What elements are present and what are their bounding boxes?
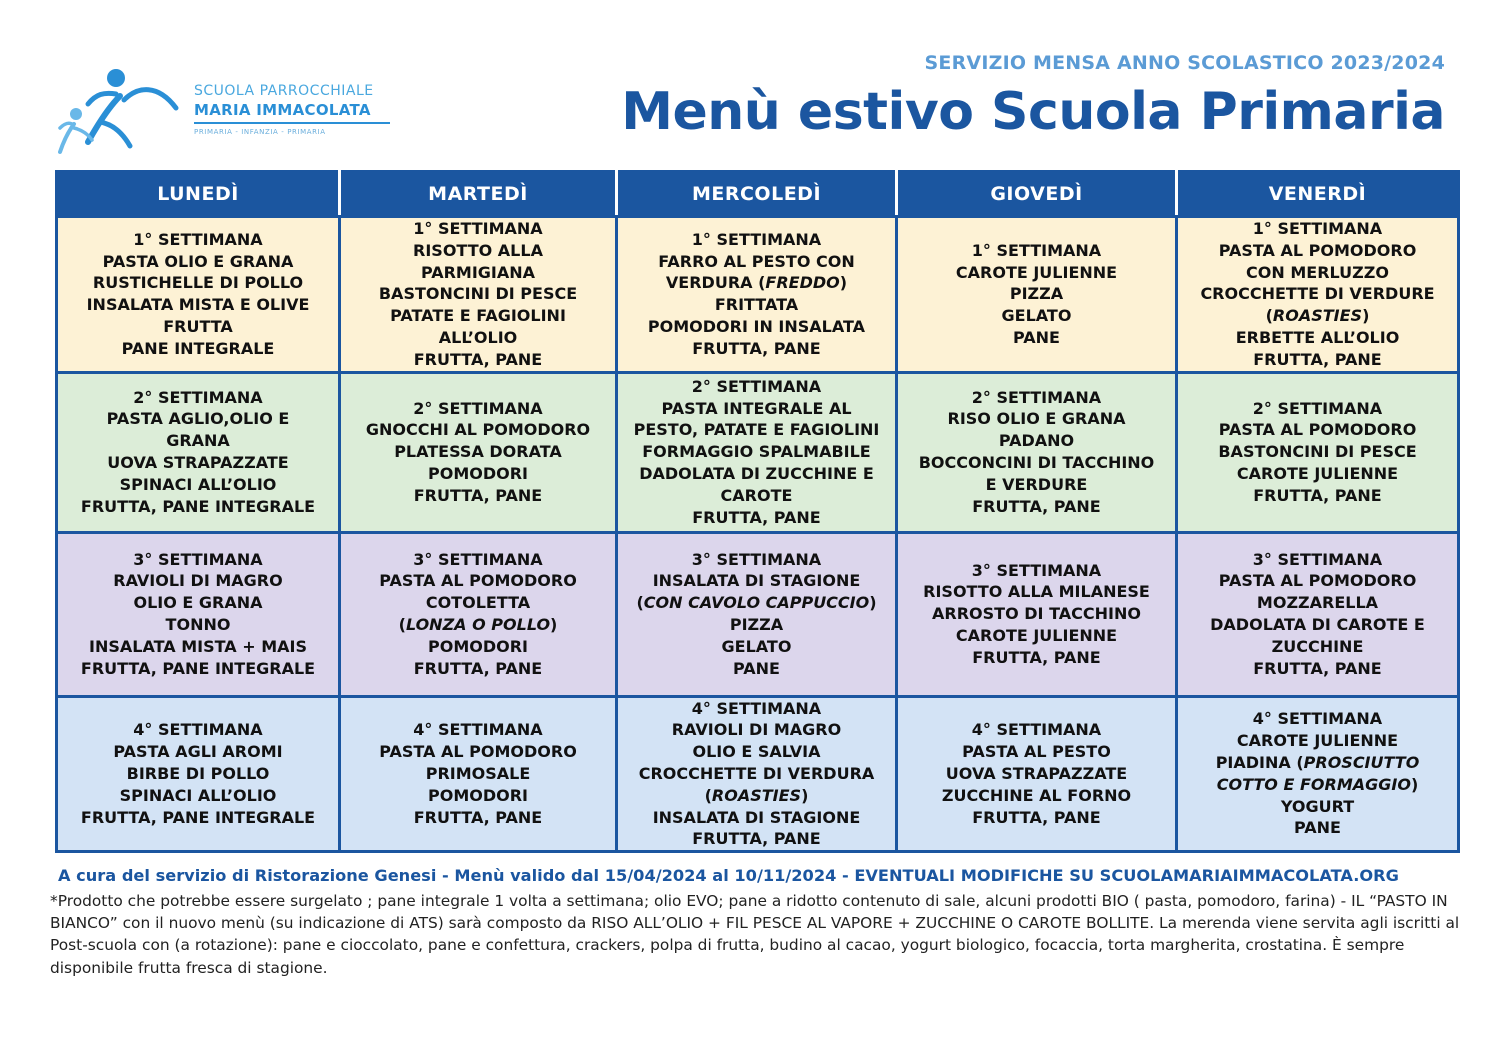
dish-line: FRUTTA, PANE (972, 807, 1101, 827)
page-subtitle: SERVIZIO MENSA ANNO SCOLASTICO 2023/2024 (924, 52, 1445, 74)
dish-line: PATATE E FAGIOLINI (390, 306, 566, 326)
dish-line: PADANO (998, 431, 1075, 451)
menu-cell-week3-thursday (897, 532, 1177, 696)
dish-line: MOZZARELLA (1256, 593, 1379, 613)
menu-cell-week3-monday (57, 532, 340, 696)
dish-line: GNOCCHI AL POMODORO (365, 420, 591, 440)
dish-line: GELATO (721, 636, 792, 656)
dish-line: PIZZA (1009, 284, 1064, 304)
dish-line: INSALATA DI STAGIONE (652, 571, 861, 591)
week-title: 3° SETTIMANA (971, 560, 1102, 580)
menu-cell-week4-wednesday (617, 696, 897, 852)
dish-line: FRUTTA, PANE (413, 658, 543, 678)
dish-line: FRUTTA, PANE (972, 496, 1101, 516)
dish-line: POMODORI (427, 636, 528, 656)
dish-line: CAROTE JULIENNE (1236, 731, 1399, 751)
menu-cell-week2-wednesday (617, 372, 897, 532)
week-row-4 (57, 696, 1459, 852)
dish-line: INSALATA MISTA + MAIS (89, 636, 307, 656)
dish-line: CAROTE JULIENNE (955, 625, 1118, 645)
menu-cell-week1-tuesday (340, 217, 617, 373)
dish-line: FRUTTA, PANE (1253, 349, 1382, 369)
menu-cell-week2-friday (1177, 372, 1459, 532)
dish-line: FRUTTA, PANE INTEGRALE (80, 807, 316, 827)
dish-line: ERBETTE ALL’OLIO (1235, 327, 1400, 347)
dish-line: COTOLETTA (425, 593, 531, 613)
menu-cell-week2-thursday (897, 372, 1177, 532)
footer-credits: A cura del servizio di Ristorazione Genesi - Menù valido dal 15/04/2024 al 10/11/2024 - EVENTUALI MODIFICHE SU SCUOLAMARIAIMMACOLATA.ORG (58, 866, 1399, 885)
dish-line: UOVA STRAPAZZATE (945, 763, 1128, 783)
dish-line: RISOTTO ALLA MILANESE (923, 582, 1150, 602)
dish-line: FRUTTA, PANE (413, 349, 543, 369)
school-logo (58, 68, 398, 158)
logo-school-name: MARIA IMMACOLATA (194, 101, 371, 119)
dish-line: BASTONCINI DI PESCE (1218, 442, 1417, 462)
dish-line: CAROTE JULIENNE (955, 262, 1118, 282)
dish-line: (CON CAVOLO CAPPUCCIO) (636, 593, 877, 613)
week-title: 1° SETTIMANA (413, 219, 543, 238)
week-title: 3° SETTIMANA (691, 549, 822, 569)
dish-line: ARROSTO DI TACCHINO (932, 604, 1141, 624)
dish-line: ALL’OLIO (438, 327, 518, 347)
dish-line: UOVA STRAPAZZATE (107, 453, 289, 473)
dish-line: BASTONCINI DI PESCE (378, 284, 578, 304)
week-title: 2° SETTIMANA (691, 376, 822, 396)
dish-line: POMODORI (427, 785, 528, 805)
running-figures-icon (58, 68, 188, 158)
week-row-2 (57, 372, 1459, 532)
week-row-1 (57, 217, 1459, 373)
dish-line: GRANA (166, 431, 230, 451)
dish-line: FARRO AL PESTO CON (658, 251, 855, 271)
menu-cell-week1-thursday (897, 217, 1177, 373)
week-row-3 (57, 532, 1459, 696)
dish-line: PANE INTEGRALE (121, 338, 275, 358)
dish-line: INSALATA MISTA E OLIVE (86, 295, 310, 315)
dish-line: FRUTTA, PANE (413, 807, 543, 827)
dish-line: (LONZA O POLLO) (398, 615, 558, 635)
menu-cell-week3-friday (1177, 532, 1459, 696)
week-title: 4° SETTIMANA (691, 698, 822, 718)
dish-line: OLIO E SALVIA (692, 742, 821, 762)
dish-line: CON MERLUZZO (1246, 262, 1389, 282)
week-title: 3° SETTIMANA (133, 549, 263, 569)
day-header-monday: LUNEDÌ (57, 172, 340, 217)
dish-line: FRUTTA, PANE (692, 829, 821, 849)
dish-line: PASTA AGLI AROMI (113, 742, 283, 762)
dish-line: FORMAGGIO SPALMABILE (642, 442, 871, 462)
week-title: 1° SETTIMANA (1252, 219, 1383, 238)
menu-cell-week4-monday (57, 696, 340, 852)
dish-line: PASTA AL POMODORO (1218, 420, 1417, 440)
dish-line: PIADINA (PROSCIUTTO (1215, 753, 1420, 773)
week-title: 2° SETTIMANA (413, 398, 543, 418)
menu-cell-week4-tuesday (340, 696, 617, 852)
dish-line: PANE (733, 658, 780, 678)
dish-line: CROCCHETTE DI VERDURE (1200, 284, 1435, 304)
week-title: 1° SETTIMANA (971, 240, 1102, 260)
menu-cell-week1-friday (1177, 217, 1459, 373)
dish-line: FRUTTA, PANE INTEGRALE (80, 496, 316, 516)
week-title: 2° SETTIMANA (133, 387, 263, 407)
day-header-friday: VENERDÌ (1177, 172, 1459, 217)
dish-line: COTTO E FORMAGGIO) (1216, 774, 1419, 794)
menu-cell-week1-wednesday (617, 217, 897, 373)
dish-line: FRUTTA, PANE INTEGRALE (80, 658, 316, 678)
dish-line: POMODORI (427, 463, 528, 483)
logo-text (194, 82, 390, 137)
dish-line: ZUCCHINE (1271, 636, 1364, 656)
dish-line: RAVIOLI DI MAGRO (113, 571, 283, 591)
dish-line: TONNO (165, 615, 231, 635)
dish-line: RAVIOLI DI MAGRO (671, 720, 842, 740)
footer-note: *Prodotto che potrebbe essere surgelato ; pane integrale 1 volta a settimana; olio EVO; pane a ridotto contenuto di sale, alcuni prodotti BIO ( pasta, pomodoro, farina) - IL “PASTO IN BIANCO” con il nuovo menù (su indicazione di ATS) sarà composto da RISO ALL’OLIO + FIL PESCE AL VAPORE + ZUCCHINE O CAROTE BOLLITE. La merenda viene servita agli iscritti al Post-scuola con (a rotazione): pane e cioccolato, pane e confettura, crackers, polpa di frutta, budino al cacao, yogurt biologico, focaccia, torta margherita, crostatina. È sempre disponibile frutta fresca di stagione. (50, 892, 1460, 977)
dish-line: POMODORI IN INSALATA (647, 317, 866, 337)
dish-line: CAROTE JULIENNE (1236, 463, 1399, 483)
menu-cell-week3-tuesday (340, 532, 617, 696)
day-header-tuesday: MARTEDÌ (340, 172, 617, 217)
logo-school-type: SCUOLA PARROCCHIALE (194, 83, 374, 99)
dish-line: (ROASTIES) (1265, 306, 1370, 326)
logo-school-levels: PRIMARIA - INFANZIA - PRIMARIA (194, 128, 326, 136)
week-title: 1° SETTIMANA (691, 229, 822, 249)
week-title: 3° SETTIMANA (1252, 549, 1383, 569)
day-header-row (57, 172, 1459, 217)
menu-cell-week4-thursday (897, 696, 1177, 852)
page-title: Menù estivo Scuola Primaria (621, 82, 1445, 142)
dish-line: ZUCCHINE AL FORNO (941, 785, 1132, 805)
week-title: 4° SETTIMANA (971, 720, 1102, 740)
menu-cell-week2-monday (57, 372, 340, 532)
dish-line: PARMIGIANA (420, 262, 536, 282)
dish-line: PLATESSA DORATA (394, 442, 562, 462)
dish-line: PASTA AGLIO,OLIO E (106, 409, 290, 429)
dish-line: PANE (1013, 327, 1060, 347)
dish-line: SPINACI ALL’OLIO (119, 474, 277, 494)
day-header-thursday: GIOVEDÌ (897, 172, 1177, 217)
menu-cell-week1-monday (57, 217, 340, 373)
dish-line: PASTA OLIO E GRANA (102, 251, 294, 271)
dish-line: DADOLATA DI ZUCCHINE E (639, 463, 874, 483)
dish-line: E VERDURE (985, 474, 1088, 494)
dish-line: PESTO, PATATE E FAGIOLINI (633, 420, 880, 440)
dish-line: FRUTTA, PANE (692, 507, 821, 527)
dish-line: CAROTE (720, 485, 793, 505)
dish-line: PASTA AL POMODORO (379, 742, 577, 762)
dish-line: PIZZA (729, 615, 784, 635)
dish-line: SPINACI ALL’OLIO (119, 785, 277, 805)
dish-line: FRUTTA (163, 317, 233, 337)
dish-line: FRITTATA (714, 295, 799, 315)
day-header-wednesday: MERCOLEDÌ (617, 172, 897, 217)
menu-table (55, 170, 1460, 853)
week-title: 1° SETTIMANA (133, 229, 263, 249)
menu-cell-week2-tuesday (340, 372, 617, 532)
dish-line: DADOLATA DI CAROTE E (1210, 615, 1425, 635)
dish-line: PRIMOSALE (425, 763, 531, 783)
dish-line: PASTA AL PESTO (962, 742, 1111, 762)
menu-cell-week4-friday (1177, 696, 1459, 852)
dish-line: RISOTTO ALLA (413, 240, 543, 260)
dish-line: FRUTTA, PANE (413, 485, 543, 505)
dish-line: BIRBE DI POLLO (126, 763, 270, 783)
dish-line: FRUTTA, PANE (1253, 485, 1382, 505)
dish-line: YOGURT (1280, 796, 1355, 816)
dish-line: FRUTTA, PANE (1253, 658, 1382, 678)
dish-line: RUSTICHELLE DI POLLO (92, 273, 304, 293)
dish-line: FRUTTA, PANE (972, 647, 1101, 667)
dish-line: PASTA AL POMODORO (1218, 571, 1417, 591)
dish-line: RISO OLIO E GRANA (947, 409, 1126, 429)
dish-line: CROCCHETTE DI VERDURA (638, 763, 875, 783)
dish-line: PASTA INTEGRALE AL (661, 398, 852, 418)
dish-line: PASTA AL POMODORO (1218, 240, 1417, 260)
dish-line: PANE (1294, 818, 1341, 838)
dish-line: BOCCONCINI DI TACCHINO (918, 453, 1155, 473)
dish-line: INSALATA DI STAGIONE (652, 807, 861, 827)
menu-cell-week3-wednesday (617, 532, 897, 696)
week-title: 2° SETTIMANA (1252, 398, 1383, 418)
dish-line: PASTA AL POMODORO (379, 571, 577, 591)
week-title: 2° SETTIMANA (971, 387, 1102, 407)
week-title: 3° SETTIMANA (413, 549, 543, 569)
dish-line: GELATO (1001, 306, 1072, 326)
week-title: 4° SETTIMANA (413, 720, 543, 740)
dish-line: FRUTTA, PANE (692, 338, 821, 358)
week-title: 4° SETTIMANA (1252, 709, 1383, 729)
dish-line: OLIO E GRANA (133, 593, 263, 613)
logo-divider (194, 122, 390, 124)
dish-line: VERDURA (FREDDO) (665, 273, 848, 293)
week-title: 4° SETTIMANA (133, 720, 263, 740)
dish-line: (ROASTIES) (704, 785, 809, 805)
